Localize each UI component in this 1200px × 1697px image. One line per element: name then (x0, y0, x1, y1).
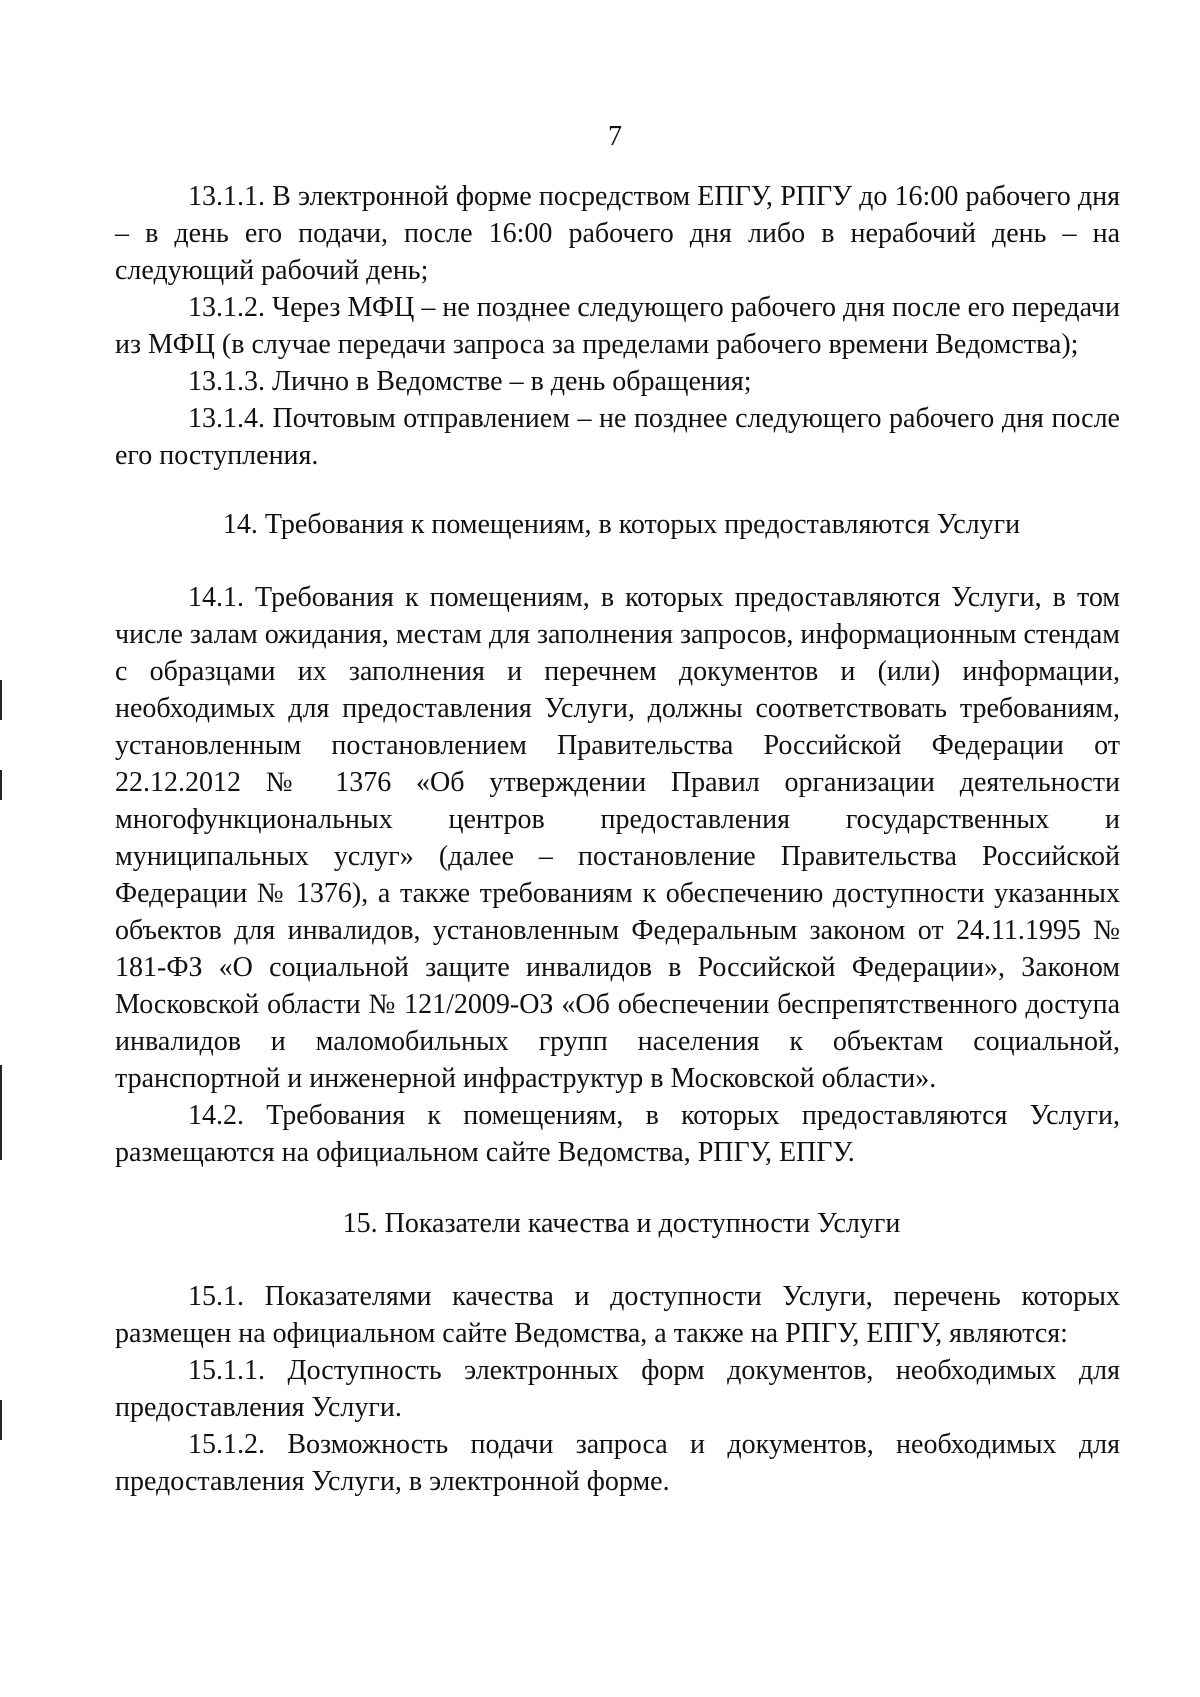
section-15-heading: 15. Показатели качества и доступности Услуги (342, 1208, 901, 1239)
scan-edge-mark (0, 680, 2, 720)
paragraph-13-1-4: 13.1.4. Почтовым отправлением – не позднее следующего рабочего дня после его поступления. (115, 403, 1120, 471)
paragraph-13-1-1: 13.1.1. В электронной форме посредством ЕПГУ, РПГУ до 16:00 рабочего дня – в день его подачи, после 16:00 рабочего дня либо в нерабочий день – на следующий рабочий день; (115, 181, 1120, 286)
paragraph-15-1-1: 15.1.1. Доступность электронных форм документов, необходимых для предоставления Услуги. (115, 1355, 1120, 1423)
scan-edge-mark (0, 1400, 2, 1440)
paragraph-14-2: 14.2. Требования к помещениям, в которых предоставляются Услуги, размещаются на официальном сайте Ведомства, РПГУ, ЕПГУ. (115, 1100, 1120, 1168)
scan-edge-mark (0, 770, 2, 800)
paragraph-14-1: 14.1. Требования к помещениям, в которых предоставляются Услуги, в том числе залам ожидания, местам для заполнения запросов, информационным стендам с образцами их заполнения и перечнем документов и (или) информации, необходимых для предоставления Услуги, должны соответствовать требованиям, установленным постановлением Правительства Российской Федерации от 22.12.2012 № 1376 «Об утверждении Правил организации деятельности многофункциональных центров предоставления государственных и муниципальных услуг» (далее – постановление Правительства Российской Федерации № 1376), а также требованиям к обеспечению доступности указанных объектов для инвалидов, установленным Федеральным законом от 24.11.1995 № 181-ФЗ «О социальной защите инвалидов в Российской Федерации», Законом Московской области № 121/2009-ОЗ «Об обеспечении беспрепятственного доступа инвалидов и маломобильных групп населения к объектам социальной, транспортной и инженерной инфраструктур в Московской области». (115, 582, 1120, 1094)
page-number: 7 (608, 121, 622, 152)
paragraph-13-1-2: 13.1.2. Через МФЦ – не позднее следующего рабочего дня после его передачи из МФЦ (в случае передачи запроса за пределами рабочего времени Ведомства); (115, 292, 1120, 360)
scan-edge-mark (0, 1065, 2, 1160)
section-14-heading: 14. Требования к помещениям, в которых предоставляются Услуги (222, 509, 1021, 540)
document-body (115, 178, 1120, 1500)
paragraph-15-1: 15.1. Показателями качества и доступности Услуги, перечень которых размещен на официальном сайте Ведомства, а также на РПГУ, ЕПГУ, являются: (115, 1281, 1120, 1349)
paragraph-15-1-2: 15.1.2. Возможность подачи запроса и документов, необходимых для предоставления Услуги, в электронной форме. (115, 1429, 1120, 1497)
paragraph-13-1-3: 13.1.3. Лично в Ведомстве – в день обращения; (188, 366, 752, 397)
